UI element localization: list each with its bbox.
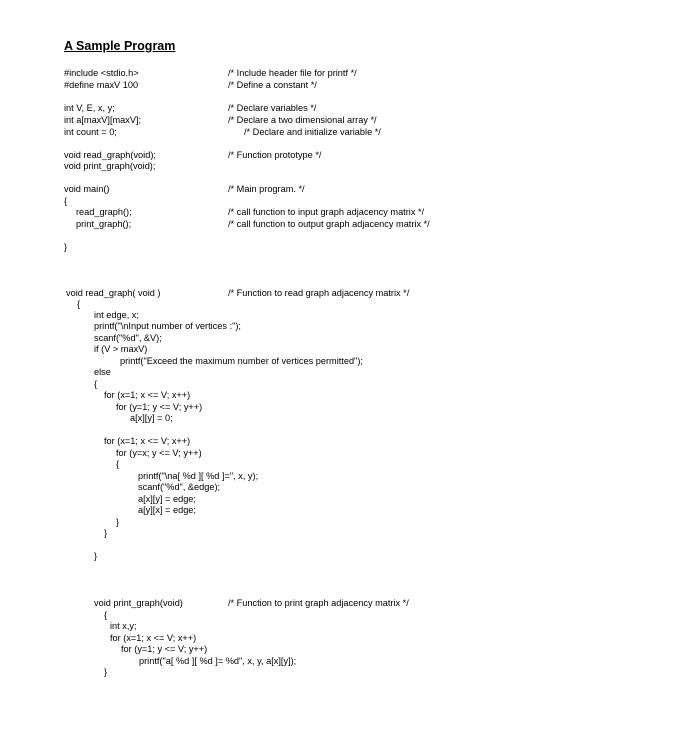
code-line: void print_graph(void);: [64, 161, 156, 171]
code-line: void read_graph( void ): [66, 288, 161, 298]
code-line: void read_graph(void);: [64, 150, 156, 160]
code-line: read_graph();: [76, 207, 132, 217]
code-comment: /* Declare and initialize variable */: [244, 127, 381, 137]
code-line: #define maxV 100: [64, 80, 139, 90]
code-line: if (V > maxV): [94, 344, 148, 354]
code-comment: /* call function to input graph adjacency matrix */: [228, 207, 425, 217]
code-line: print_graph();: [76, 219, 132, 229]
code-comment: /* Function prototype */: [228, 150, 322, 160]
code-line: scanf("%d", &edge);: [138, 482, 221, 492]
code-comment: /* Declare a two dimensional array */: [228, 115, 377, 125]
code-line: for (x=1; x <= V; x++): [104, 390, 191, 400]
code-line: printf("\na[ %d ][ %d ]=", x, y);: [138, 471, 259, 481]
code-line: {: [64, 196, 68, 206]
code-line: int a[maxV][maxV];: [64, 115, 142, 125]
code-line: {: [104, 610, 108, 620]
code-line: void main(): [64, 184, 110, 194]
code-line: a[x][y] = edge;: [138, 494, 196, 504]
code-line: printf("a[ %d ][ %d ]= %d", x, y, a[x][y]);: [139, 656, 297, 666]
code-comment: /* Declare variables */: [228, 103, 317, 113]
code-comment: /* Function to print graph adjacency matrix */: [228, 598, 409, 608]
code-line: }: [104, 667, 108, 677]
code-line: a[y][x] = edge;: [138, 505, 196, 515]
code-line: a[x][y] = 0;: [130, 413, 173, 423]
code-line: printf("Exceed the maximum number of vertices permitted");: [120, 356, 363, 366]
code-line: int edge, x;: [94, 310, 139, 320]
code-line: {: [94, 379, 98, 389]
code-line: for (y=1; y <= V; y++): [116, 402, 203, 412]
code-line: {: [116, 459, 120, 469]
code-line: int x,y;: [110, 621, 137, 631]
page-title: A Sample Program: [64, 39, 176, 53]
code-line: }: [104, 528, 108, 538]
code-line: }: [94, 551, 98, 561]
code-line: }: [64, 242, 68, 252]
code-line: printf("\nInput number of vertices :");: [94, 321, 241, 331]
code-comment: /* Define a constant */: [228, 80, 317, 90]
code-line: }: [116, 517, 120, 527]
code-comment: /* Main program. */: [228, 184, 305, 194]
code-line: for (x=1; x <= V; x++): [110, 633, 197, 643]
code-line: else: [94, 367, 111, 377]
code-comment: /* Include header file for printf */: [228, 68, 357, 78]
code-line: void print_graph(void): [94, 598, 183, 608]
code-line: {: [77, 299, 81, 309]
code-line: int count = 0;: [64, 127, 117, 137]
code-line: #include <stdio.h>: [64, 68, 139, 78]
code-line: for (y=x; y <= V; y++): [116, 448, 202, 458]
code-line: scanf("%d", &V);: [94, 333, 162, 343]
code-line: for (x=1; x <= V; x++): [104, 436, 191, 446]
code-comment: /* call function to output graph adjacency matrix */: [228, 219, 430, 229]
code-line: int V, E, x, y;: [64, 103, 115, 113]
code-line: for (y=1; y <= V; y++): [121, 644, 208, 654]
code-comment: /* Function to read graph adjacency matrix */: [228, 288, 410, 298]
